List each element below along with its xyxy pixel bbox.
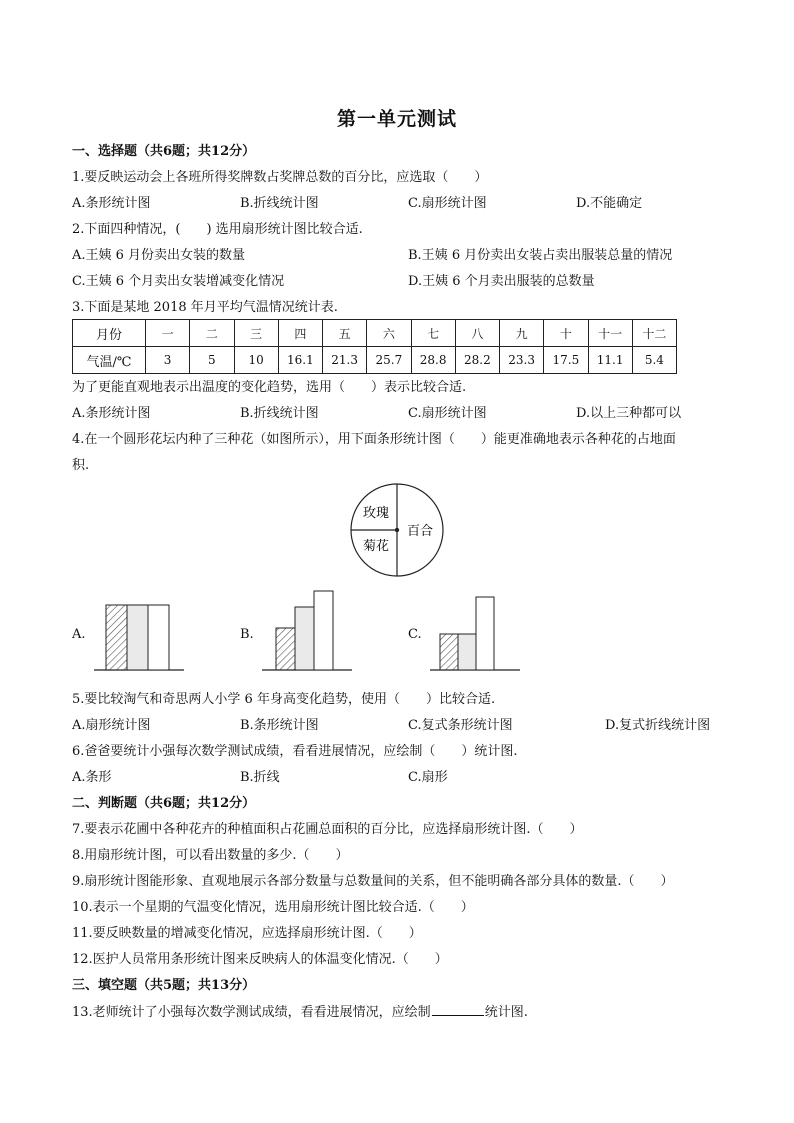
q3-option-a: A.条形统计图 [72, 406, 151, 421]
question-8: 8.用扇形统计图，可以看出数量的多少.（ ） [72, 848, 349, 863]
label-rose: 玫瑰 [362, 506, 390, 521]
table-cell: 3 [146, 347, 190, 374]
question-13-text: 13.老师统计了小强每次数学测试成绩，看看进展情况，应绘制 [72, 1005, 431, 1020]
question-4: 4.在一个圆形花坛内种了三种花（如图所示），用下面条形统计图（ ）能更准确地表示各种花的占地面 [72, 432, 676, 447]
question-5: 5.要比较淘气和奇思两人小学 6 年身高变化趋势，使用（ ）比较合适. [72, 692, 496, 707]
q6-option-c: C.扇形 [408, 770, 448, 785]
chart-a-bar-1 [106, 605, 127, 670]
question-9: 9.扇形统计图能形象、直观地展示各部分数量与总数量间的关系，但不能明确各部分具体的数量.（ ） [72, 874, 674, 889]
q1-option-b: B.折线统计图 [240, 196, 319, 211]
table-cell: 十 [544, 320, 588, 347]
table-cell: 八 [455, 320, 499, 347]
table-cell: 28.2 [455, 347, 499, 374]
question-10: 10.表示一个星期的气温变化情况，选用扇形统计图比较合适.（ ） [72, 900, 474, 915]
table-cell: 十一 [588, 320, 632, 347]
table-cell: 17.5 [544, 347, 588, 374]
section-1-heading: 一、选择题（共6题；共12分） [72, 144, 256, 159]
table-cell: 三 [234, 320, 278, 347]
label-chrysanthemum: 菊花 [362, 539, 390, 554]
table-cell: 七 [411, 320, 455, 347]
question-3-followup: 为了更能直观地表示出温度的变化趋势，选用（ ）表示比较合适. [72, 380, 467, 395]
table-cell: 25.7 [367, 347, 411, 374]
q4-option-a-chart [90, 590, 190, 674]
q4-option-c-label: C. [408, 627, 422, 642]
chart-a-bar-2 [127, 605, 148, 670]
table-cell: 5 [190, 347, 234, 374]
chart-c-bar-3 [476, 597, 494, 670]
table-cell: 23.3 [500, 347, 544, 374]
section-3-heading: 三、填空题（共5题；共13分） [72, 978, 256, 993]
q2-option-b: B.王姨 6 月份卖出女装占卖出服装总量的情况 [408, 248, 673, 263]
table-cell: 九 [500, 320, 544, 347]
question-13 [72, 1003, 528, 1022]
q2-option-a: A.王姨 6 月份卖出女装的数量 [72, 248, 246, 263]
table-cell: 六 [367, 320, 411, 347]
label-lily: 百合 [406, 524, 434, 539]
q6-option-b: B.折线 [240, 770, 280, 785]
question-4-line2: 积. [72, 458, 90, 473]
table-row-months [73, 320, 677, 347]
table-cell: 一 [146, 320, 190, 347]
q5-option-b: B.条形统计图 [240, 718, 319, 733]
table-cell: 11.1 [588, 347, 632, 374]
table-cell: 十二 [632, 320, 676, 347]
question-13-suffix: 统计图. [484, 1005, 528, 1020]
table-cell: 二 [190, 320, 234, 347]
table-cell: 21.3 [323, 347, 367, 374]
chart-b-bar-3 [314, 591, 333, 670]
q4-option-b-chart [258, 585, 358, 675]
q1-option-a: A.条形统计图 [72, 196, 151, 211]
chart-c-bar-2 [458, 634, 476, 670]
table-cell: 五 [323, 320, 367, 347]
table-cell: 10 [234, 347, 278, 374]
q4-option-c-chart [426, 590, 526, 674]
table-header-month: 月份 [73, 320, 146, 347]
chart-b-bar-2 [295, 607, 314, 670]
answer-blank[interactable] [432, 1003, 484, 1016]
section-2-heading: 二、判断题（共6题；共12分） [72, 796, 256, 811]
question-12: 12.医护人员常用条形统计图来反映病人的体温变化情况.（ ） [72, 952, 448, 967]
page-title: 第一单元测试 [336, 108, 457, 130]
q5-option-a: A.扇形统计图 [72, 718, 151, 733]
circle-center-dot [395, 528, 399, 532]
q4-option-a-label: A. [72, 627, 86, 642]
question-1: 1.要反映运动会上各班所得奖牌数占奖牌总数的百分比，应选取（ ） [72, 170, 488, 185]
q2-option-c: C.王姨 6 个月卖出女装增减变化情况 [72, 274, 285, 289]
q2-option-d: D.王姨 6 个月卖出服装的总数量 [408, 274, 595, 289]
q1-option-d: D.不能确定 [576, 196, 643, 211]
question-11: 11.要反映数量的增减变化情况，应选择扇形统计图.（ ） [72, 926, 422, 941]
chart-a-bar-3 [148, 605, 169, 670]
q4-option-b-label: B. [240, 627, 254, 642]
table-cell: 16.1 [278, 347, 322, 374]
table-cell: 四 [278, 320, 322, 347]
table-header-temp: 气温/℃ [73, 347, 146, 374]
table-row-temps [73, 347, 677, 374]
q5-option-c: C.复式条形统计图 [408, 718, 513, 733]
question-6: 6.爸爸要统计小强每次数学测试成绩，看看进展情况，应绘制（ ）统计图. [72, 744, 518, 759]
flower-bed-circle-figure [345, 482, 449, 578]
table-cell: 5.4 [632, 347, 676, 374]
q3-option-c: C.扇形统计图 [408, 406, 487, 421]
q1-option-c: C.扇形统计图 [408, 196, 487, 211]
q3-option-d: D.以上三种都可以 [576, 406, 682, 421]
q5-option-d: D.复式折线统计图 [605, 718, 711, 733]
chart-b-bar-1 [276, 628, 295, 670]
question-3: 3.下面是某地 2018 年月平均气温情况统计表. [72, 300, 338, 315]
temperature-table [72, 319, 677, 374]
question-7: 7.要表示花圃中各种花卉的种植面积占花圃总面积的百分比，应选择扇形统计图.（ ） [72, 822, 583, 837]
table-cell: 28.8 [411, 347, 455, 374]
question-2: 2.下面四种情况，( ) 选用扇形统计图比较合适. [72, 222, 363, 237]
q3-option-b: B.折线统计图 [240, 406, 319, 421]
chart-c-bar-1 [440, 634, 458, 670]
q6-option-a: A.条形 [72, 770, 112, 785]
